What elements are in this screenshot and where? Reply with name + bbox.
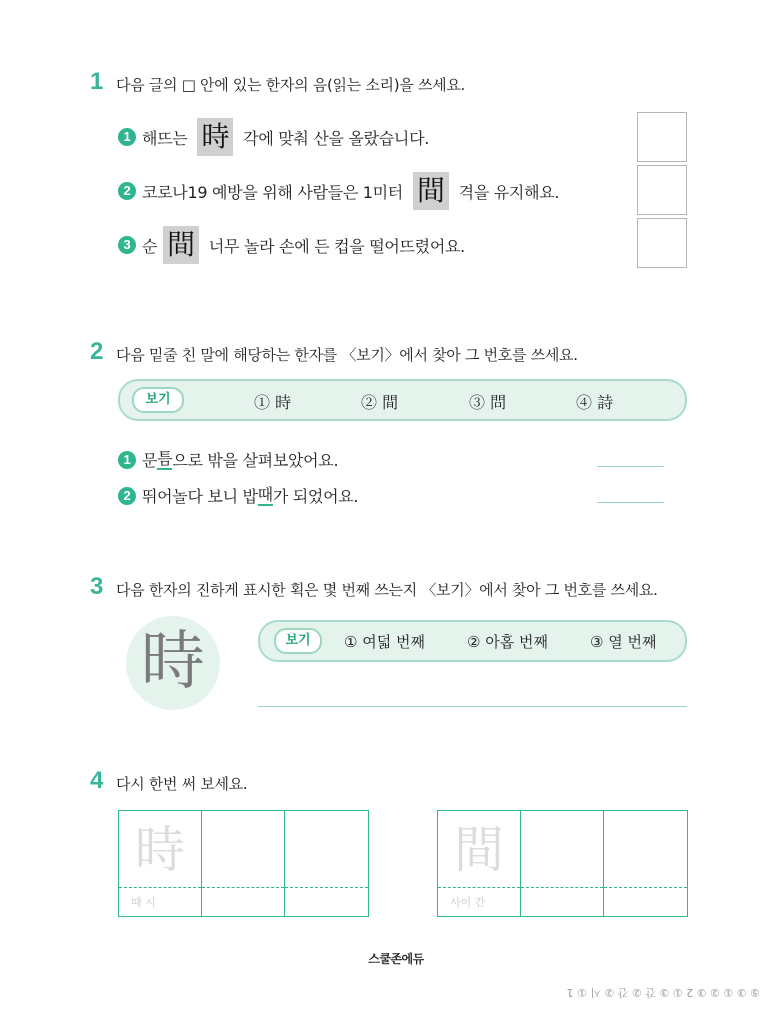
bogi-option-3: ③ 열 번째 <box>590 633 657 651</box>
bogi-label: 보기 <box>132 387 184 413</box>
bogi-option-4: ④ 詩 <box>576 393 614 412</box>
tracing-hanja: 間 <box>454 821 504 879</box>
item-number-1: 1 <box>118 128 136 146</box>
q2-item-2-post: 가 되었어요. <box>272 487 359 506</box>
writing-cell[interactable] <box>202 811 285 916</box>
writing-cell[interactable] <box>521 811 604 916</box>
q2-item-2 <box>118 484 358 507</box>
question-2-number: 2 <box>90 338 104 365</box>
question-1-number: 1 <box>90 68 104 95</box>
tracing-cell[interactable] <box>438 811 521 916</box>
bogi-option-3: ③ 問 <box>469 393 507 412</box>
answer-box-3[interactable] <box>637 218 687 268</box>
writing-cell[interactable] <box>604 811 687 916</box>
answer-box-2[interactable] <box>637 165 687 215</box>
q1-item-1-after: 각에 맞춰 산을 올랐습니다. <box>243 128 430 148</box>
question-4-instruction: 다시 한번 써 보세요. <box>116 775 248 793</box>
brand-logo: 스쿨존에듀 <box>368 952 424 966</box>
q1-item-2-before: 코로나19 예방을 위해 사람들은 1미터 <box>142 182 403 202</box>
question-3-number: 3 <box>90 573 104 600</box>
hanja-reading: 사이 간 <box>450 896 486 909</box>
underlined-word: 때 <box>257 484 273 504</box>
item-number-2: 2 <box>118 182 136 200</box>
hanja-circle <box>126 616 220 710</box>
item-number-2: 2 <box>118 487 136 505</box>
q1-item-3-after: 너무 놀라 손에 든 컵을 떨어뜨렸어요. <box>208 236 465 256</box>
tracing-cell[interactable] <box>119 811 202 916</box>
item-number-3: 3 <box>118 236 136 254</box>
question-2-instruction: 다음 밑줄 친 말에 해당하는 한자를 〈보기〉에서 찾아 그 번호를 쓰세요. <box>116 346 578 364</box>
question-1-instruction: 다음 글의 □ 안에 있는 한자의 음(읽는 소리)을 쓰세요. <box>116 76 465 94</box>
bogi-option-2: ② 間 <box>361 393 399 412</box>
q1-item-1 <box>118 118 429 156</box>
answer-line-1[interactable] <box>597 466 664 467</box>
answer-line-q3[interactable] <box>258 706 687 707</box>
bogi-box-q2 <box>118 379 687 421</box>
answer-box-1[interactable] <box>637 112 687 162</box>
q1-item-2-after: 격을 유지해요. <box>458 182 560 202</box>
bogi-option-2: ② 아홉 번째 <box>467 633 548 651</box>
writing-grid-1 <box>118 810 369 917</box>
hanja-reading: 때 시 <box>131 896 156 909</box>
bogi-option-1: ① 여덟 번째 <box>344 633 425 651</box>
upside-down-answers: ⑤ ③ ① ② ③ 2 ① ③ 간 ② 간 ② 시 ① 1 <box>566 986 760 999</box>
writing-grid-2 <box>437 810 688 917</box>
q1-item-2 <box>118 172 559 210</box>
q1-item-3-hanja: 間 <box>163 226 199 264</box>
answer-line-2[interactable] <box>597 502 664 503</box>
item-number-1: 1 <box>118 451 136 469</box>
question-3-instruction: 다음 한자의 진하게 표시한 획은 몇 번째 쓰는지 〈보기〉에서 찾아 그 번호를 쓰세요. <box>116 581 658 599</box>
stroke-order-hanja: 時 <box>141 625 205 699</box>
q2-item-2-pre: 뛰어놀다 보니 밥 <box>142 487 258 506</box>
underlined-word: 틈 <box>157 448 173 468</box>
question-4-number: 4 <box>90 767 104 794</box>
writing-cell[interactable] <box>285 811 368 916</box>
q2-item-1 <box>118 448 338 471</box>
tracing-hanja: 時 <box>135 821 185 879</box>
bogi-label: 보기 <box>274 628 322 654</box>
q1-item-3-before: 순 <box>142 236 158 256</box>
q1-item-3 <box>118 226 465 264</box>
q1-item-2-hanja: 間 <box>413 172 449 210</box>
bogi-option-1: ① 時 <box>254 393 292 412</box>
q2-item-1-post: 으로 밖을 살펴보았어요. <box>172 451 339 470</box>
q1-item-1-hanja: 時 <box>197 118 233 156</box>
q2-item-1-pre: 문 <box>142 451 158 470</box>
bogi-box-q3 <box>258 620 687 662</box>
q1-item-1-before: 해뜨는 <box>142 128 188 148</box>
